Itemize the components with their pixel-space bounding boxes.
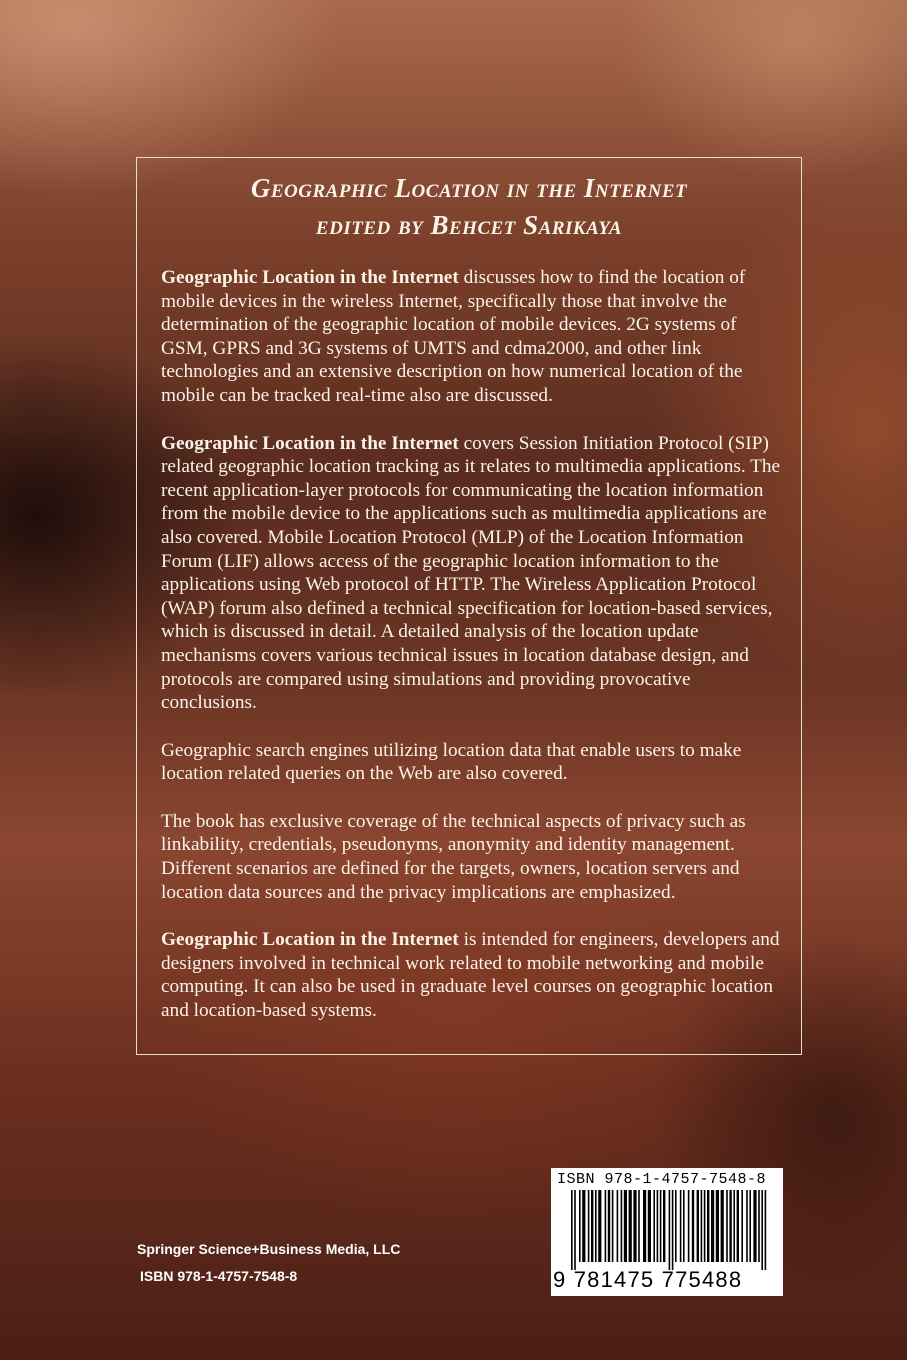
barcode-bar	[726, 1190, 728, 1262]
barcode-bar	[680, 1190, 682, 1262]
barcode-bar	[733, 1190, 735, 1262]
barcode-bar	[579, 1190, 581, 1262]
barcode-bar	[660, 1190, 662, 1262]
barcode-bar	[653, 1190, 655, 1262]
barcode-digits: 9 781475 775488	[553, 1267, 743, 1292]
barcode-bar	[704, 1190, 706, 1262]
description-body	[161, 266, 783, 1047]
barcode-isbn-text: ISBN 978-1-4757-7548-8	[557, 1171, 767, 1188]
barcode-bar	[669, 1190, 671, 1270]
barcode-bar	[588, 1190, 590, 1262]
barcode-bar	[624, 1190, 627, 1262]
barcode-bar	[648, 1190, 651, 1262]
barcode-bar	[697, 1190, 699, 1262]
book-title: Geographic Location in the Internet	[250, 173, 688, 203]
barcode-bar	[692, 1190, 694, 1262]
barcode-bar	[765, 1190, 767, 1270]
barcode-bar	[638, 1190, 640, 1262]
paragraph-3: Geographic search engines utilizing location data that enable users to make location related queries on the Web are also covered.	[161, 739, 742, 785]
barcode-bar	[758, 1190, 760, 1262]
barcode-bar	[707, 1190, 709, 1262]
title-block	[137, 170, 801, 244]
isbn-label: ISBN 978-1-4757-7548-8	[140, 1268, 298, 1284]
barcode-bar	[761, 1190, 763, 1270]
barcode-bar	[683, 1190, 685, 1262]
paragraph-1-bold-title: Geographic Location in the Internet	[161, 267, 459, 288]
barcode-bar	[663, 1190, 665, 1262]
barcode-bar	[749, 1190, 751, 1262]
barcode-bar	[657, 1190, 659, 1262]
paragraph-1-text: discusses how to find the location of mobile devices in the wireless Internet, specifically those that involve the determination of the geographic location of mobile devices. 2G systems of GSM, GPRS and 3G systems of UMTS and cdma2000, and other link technologies and an extensive description on how numerical location of the mobile can be tracked real-time also are discussed.	[161, 267, 746, 406]
barcode-bar	[721, 1190, 724, 1262]
barcode-bar	[753, 1190, 756, 1262]
barcode-bar	[598, 1190, 601, 1262]
barcode-bar	[729, 1190, 731, 1262]
barcode-bar	[716, 1190, 719, 1262]
barcode-bar	[617, 1190, 619, 1262]
barcode-bar	[629, 1190, 632, 1262]
barcode-bar	[595, 1190, 597, 1262]
barcode-bar	[612, 1190, 614, 1262]
paragraph-1	[161, 266, 783, 408]
description-frame	[136, 157, 802, 1055]
paragraph-5-bold-title: Geographic Location in the Internet	[161, 929, 459, 951]
barcode-bar	[605, 1190, 607, 1262]
barcode-bar	[711, 1190, 714, 1262]
barcode-bar	[675, 1190, 677, 1262]
paragraph-5-text: is intended for engineers, developers and designers involved in technical work related to mobile networking and mobile computing. It can also be used in graduate level courses on geographic location and location-based systems.	[161, 929, 780, 1022]
barcode-bar	[582, 1190, 585, 1262]
barcode-bars	[569, 1190, 769, 1270]
publisher-name: Springer Science+Business Media, LLC	[137, 1241, 401, 1257]
paragraph-5	[161, 928, 783, 1022]
barcode-bar	[621, 1190, 623, 1262]
barcode-bar	[688, 1190, 690, 1262]
barcode-bar	[633, 1190, 636, 1262]
barcode-bar	[741, 1190, 743, 1262]
barcode-bar	[591, 1190, 593, 1262]
paragraph-2	[161, 432, 783, 715]
paragraph-2-text: covers Session Initiation Protocol (SIP) related geographic location tracking as it relates to multimedia applications. The recent application-layer protocols for communicating the location information from the mobile device to the applications such as multimedia applications are also covered. Mobile Location Protocol (MLP) of the Location Information Forum (LIF) allows access of the geographic location information to the applications using Web protocol of HTTP. The Wireless Application Protocol (WAP) forum also defined a technical specification for location-based services, which is discussed in detail. A detailed analysis of the location update mechanisms covers various technical issues in location database design, and protocols are compared using simulations and providing provocative conclusions.	[161, 432, 781, 714]
paragraph-2-bold-title: Geographic Location in the Internet	[161, 432, 459, 454]
barcode-bar	[701, 1190, 703, 1262]
barcode-bar	[571, 1190, 573, 1270]
barcode-bar	[737, 1190, 739, 1262]
barcode-bar	[574, 1190, 576, 1270]
barcode-bar	[672, 1190, 674, 1270]
barcode-bar	[746, 1190, 748, 1262]
paragraph-4: The book has exclusive coverage of the technical aspects of privacy such as linkability, credentials, pseudonyms, anonymity and identity management. Different scenarios are defined for the targets, owners, location servers and location data sources and the privacy implications are emphasized.	[161, 810, 746, 903]
book-editor: edited by Behcet Sarikaya	[315, 210, 623, 240]
barcode-bar	[643, 1190, 646, 1262]
barcode	[551, 1168, 783, 1296]
barcode-bar	[608, 1190, 610, 1262]
